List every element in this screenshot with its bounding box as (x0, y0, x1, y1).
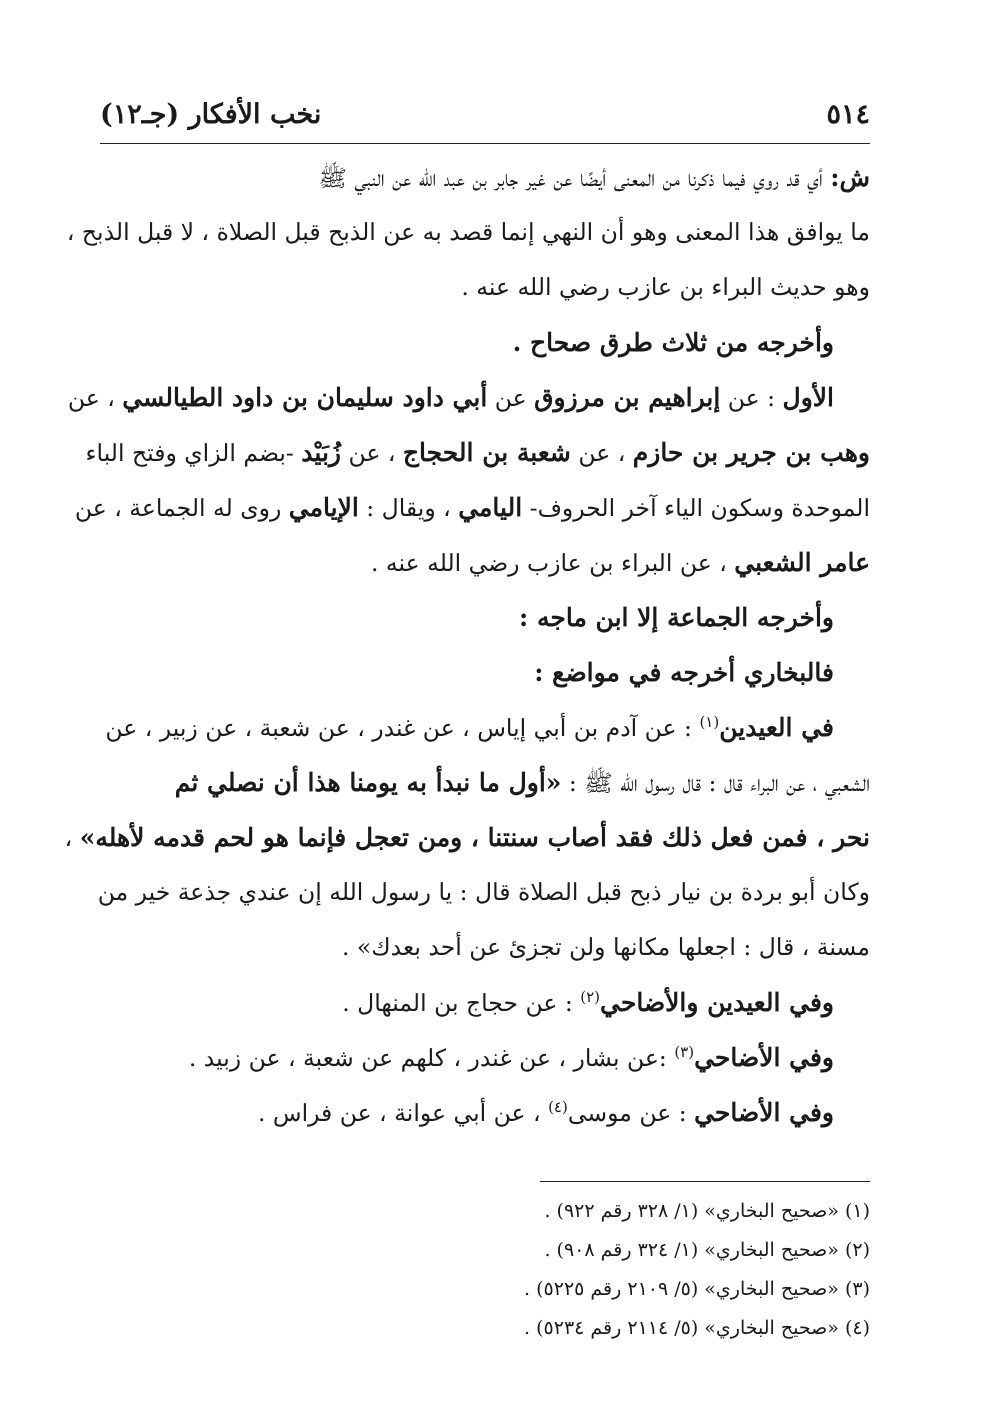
heading-three-routes: وأخرجه من ثلاث طرق صحاح . (512, 328, 834, 357)
first-route-line-4: عامر الشعبي ، عن البراء بن عازب رضي الله عنه . (370, 548, 870, 577)
book-title: نخب الأفكار (جـ١٢) (100, 98, 322, 130)
eidain-line-5: مسنة ، قال : اجعلها مكانها ولن تجزئ عن أحد بعدك» . (341, 933, 870, 961)
paragraph-sharh-line-2: ما يوافق هذا المعنى وهو أن النهي إنما قصد به عن الذبح قبل الصلاة ، لا قبل الذبح ، (66, 218, 870, 246)
first-route-label: الأول (782, 383, 834, 412)
footnote-ref-2[interactable]: (٢) (580, 988, 601, 1007)
eidain-adahi-line: وفي العيدين والأضاحي$^{(٢)}$ : عن حجاج بن المنهال . (342, 988, 834, 1017)
main-text (64, 150, 870, 1140)
footnote-4: (٤) «صحيح البخاري» (٥/ ٢١١٤ رقم ٥٢٣٤) . (524, 1317, 870, 1339)
sharh-label: ش: (830, 163, 870, 192)
footnote-ref-3[interactable]: (٣) (674, 1043, 695, 1062)
footnotes (100, 1192, 870, 1348)
eidain-label: في العيدين (719, 713, 834, 742)
footnote-3: (٣) «صحيح البخاري» (٥/ ٢١٠٩ رقم ٥٢٢٥) . (524, 1278, 870, 1300)
paragraph-sharh-line-1: ش: أي قد روي فيما ذكرنا من المعنى أيضًا عن غير جابر بن عبد الله عن النبي ﷺ (318, 163, 870, 192)
eidain-line-4: وكان أبو بردة بن نيار ذبح قبل الصلاة قال : يا رسول الله إن عندي جذعة خير من (97, 878, 870, 906)
header-divider (100, 143, 870, 144)
footnote-ref-4[interactable]: (٤) (548, 1098, 568, 1117)
adahi-line-2: وفي الأضاحي : عن موسى$^{(٤)}$ ، عن أبي عوانة ، عن فراس . (257, 1098, 834, 1127)
adahi-line-1: وفي الأضاحي$^{(٣)}$ :عن بشار ، عن غندر ، كلهم عن شعبة ، عن زبيد . (188, 1043, 834, 1072)
eidain-line-1: في العيدين$^{(١)}$ : عن آدم بن أبي إياس ، عن غندر ، عن شعبة ، عن زبير ، عن (105, 713, 834, 742)
heading-bukhari: فالبخاري أخرجه في مواضع : (534, 658, 834, 687)
first-route-line-2: وهب بن جرير بن حازم ، عن شعبة بن الحجاج ، عن زُبَيْد -بضم الزاي وفتح الباء (85, 438, 870, 467)
first-route-line-1: الأول : عن إبراهيم بن مرزوق عن أبي داود سليمان بن داود الطيالسي ، عن (67, 383, 834, 412)
footnote-divider (540, 1181, 870, 1182)
page-number: ٥١٤ (826, 98, 870, 130)
footnote-ref-1[interactable]: (١) (699, 713, 720, 732)
running-header (100, 92, 870, 136)
footnote-2: (٢) «صحيح البخاري» (١/ ٣٢٤ رقم ٩٠٨) . (544, 1239, 870, 1261)
eidain-line-2: الشعبي ، عن البراء قال : قال رسول الله ﷺ : «أول ما نبدأ به يومنا هذا أن نصلي ثم (174, 768, 870, 797)
eidain-line-3: نحر ، فمن فعل ذلك فقد أصاب سنتنا ، ومن تعجل فإنما هو لحم قدمه لأهله» ، (64, 823, 870, 852)
paragraph-sharh-line-3: وهو حديث البراء بن عازب رضي الله عنه . (461, 273, 870, 301)
heading-jamaa: وأخرجه الجماعة إلا ابن ماجه : (519, 603, 834, 632)
first-route-line-3: الموحدة وسكون الياء آخر الحروف- اليامي ، ويقال : الإيامي روى له الجماعة ، عن (74, 493, 870, 522)
footnote-1: (١) «صحيح البخاري» (١/ ٣٢٨ رقم ٩٢٢) . (544, 1200, 870, 1222)
